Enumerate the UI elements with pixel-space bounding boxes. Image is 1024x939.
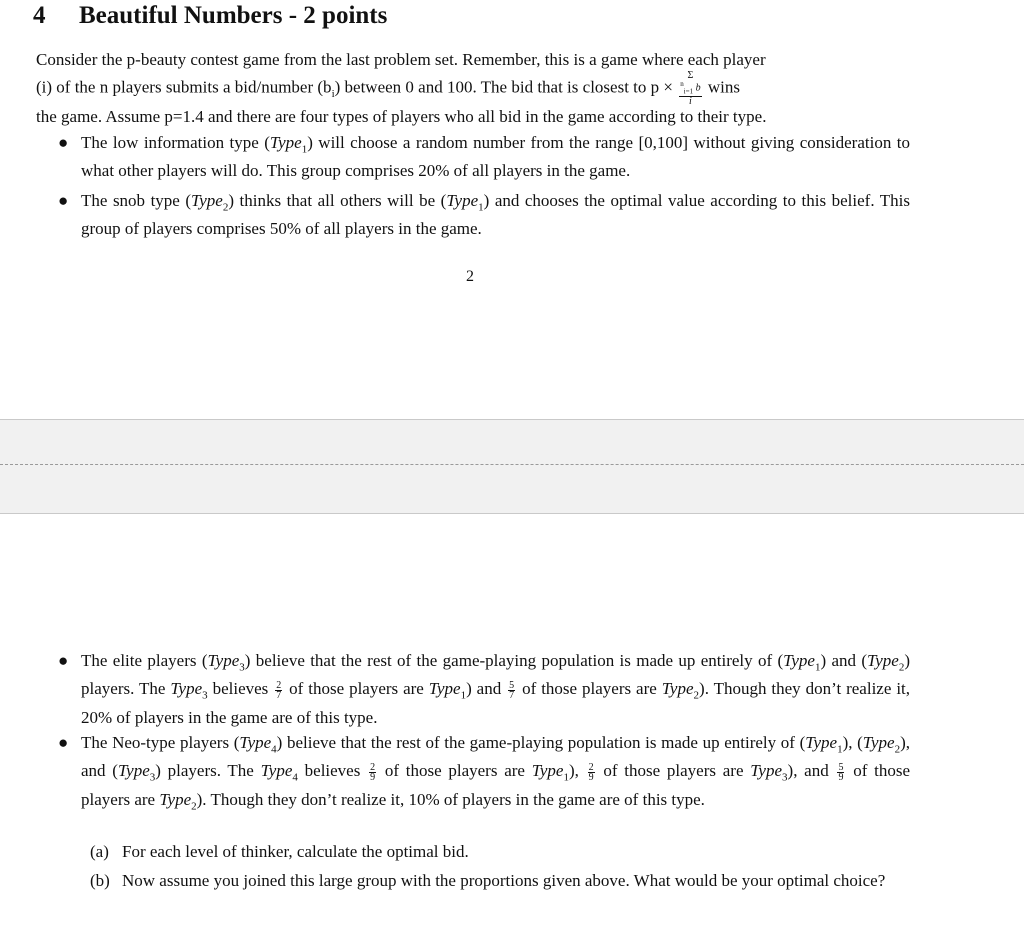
list-item <box>58 732 910 817</box>
list-item <box>58 190 910 240</box>
bullet-dot: ● <box>58 733 69 752</box>
subpart-text: For each level of thinker, calculate the optimal bid. <box>122 842 469 861</box>
intro-line-2: (i) of the n players submits a bid/number $(b_i)$ between 0 and 100. The bid that is closest to p × Σ $^n_{i=1}$ b i wins <box>36 70 741 108</box>
list-item-text: The snob type (Type$_2$) thinks that all others will be (Type$_1$) and chooses the optimal value according to this belief. This group of players comprises 50% of all players in the game. <box>81 191 911 239</box>
intro-line-1: Consider the p-beauty contest game from the last problem set. Remember, this is a game where each player <box>36 50 766 69</box>
list-item <box>58 650 910 729</box>
list-item-text: The low information type (Type$_1$) will choose a random number from the range [0,100] without giving consideration to what other players will do. This group comprises 20% of all players in the game. <box>81 133 910 181</box>
intro-line-3: the game. Assume p=1.4 and there are four types of players who all bid in the game according to their type. <box>36 107 767 127</box>
section-number: 4 <box>33 2 46 29</box>
list-item-text: The Neo-type players (Type$_4$) believe that the rest of the game-playing population is made up entirely of (Type$_1$), (Type$_2$), and (Type$_3$) players. The Type$_4$ believes $\frac{2}{9}$ of those players are Type$_1$), $\frac{2}{9}$ of those players are Type$_3$), and $\frac{5}{9}$ of those players are Type$_2$). Though they don’t realize it, 10% of players in the game are of this type. <box>81 733 910 813</box>
subpart-label: (a) <box>90 842 109 861</box>
subpart-b <box>90 870 910 892</box>
subpart-text: Now assume you joined this large group with the proportions given above. What would be your optimal choice? <box>122 871 886 890</box>
list-item-text: The elite players (Type$_3$) believe that the rest of the game-playing population is made up entirely of (Type$_1$) and (Type$_2$) players. The Type$_3$ believes $\frac{2}{7}$ of those players are Type$_1$) and $\frac{5}{7}$ of those players are Type$_2$). Though they don’t realize it, 20% of players in the game are of this type. <box>81 651 911 727</box>
page-break-divider <box>0 464 1024 465</box>
section-heading <box>33 0 387 32</box>
bullet-dot: ● <box>58 133 69 152</box>
subpart-a <box>90 841 910 863</box>
bullet-dot: ● <box>58 191 69 210</box>
bullet-dot: ● <box>58 651 69 670</box>
intro-paragraph <box>36 49 908 128</box>
page-break-gap <box>0 419 1024 514</box>
page-number: 2 <box>466 268 474 285</box>
subpart-label: (b) <box>90 871 110 890</box>
section-title: Beautiful Numbers - 2 points <box>79 2 388 29</box>
sum-fraction: Σ $^n_{i=1}$ b i <box>680 70 701 108</box>
list-item <box>58 132 910 182</box>
